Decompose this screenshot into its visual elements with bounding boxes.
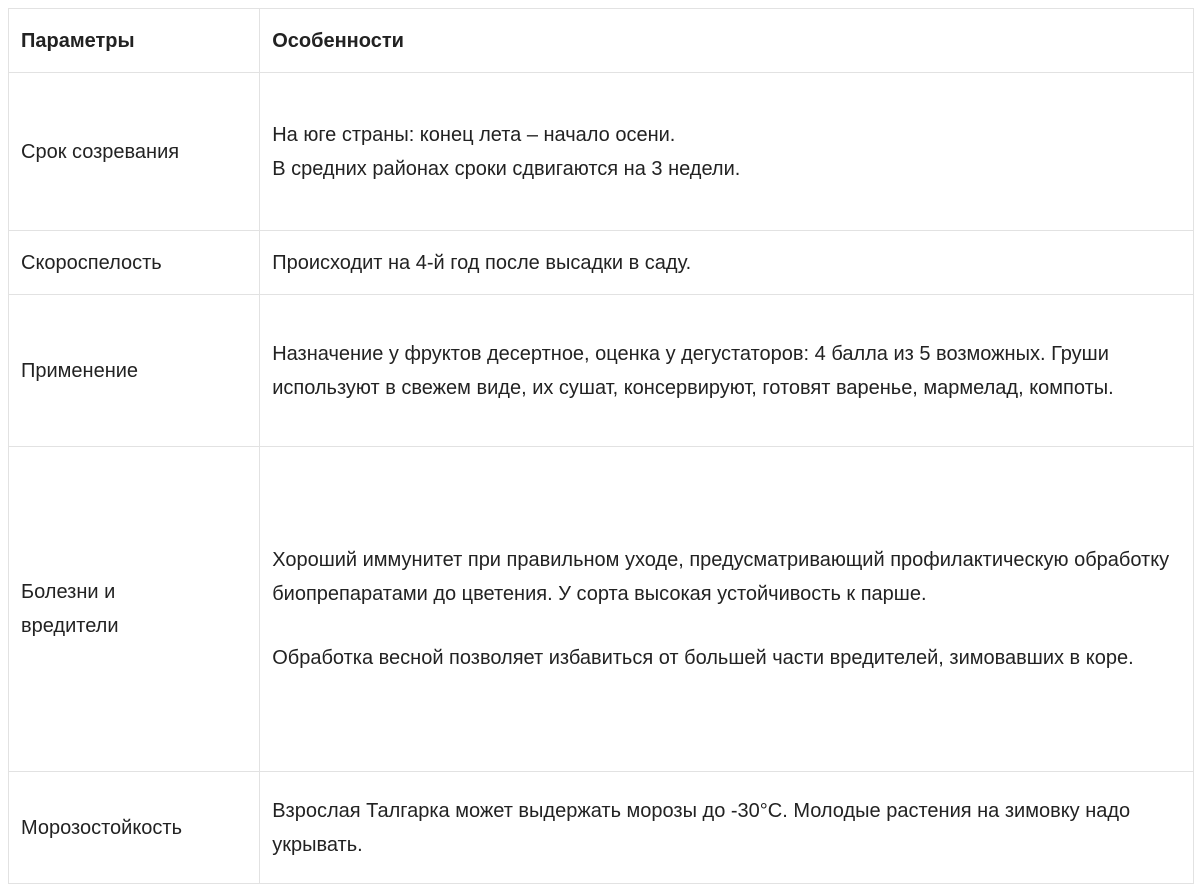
- characteristics-table: [8, 8, 1194, 884]
- param-cell: Скороспелость: [9, 231, 260, 295]
- param-cell: Морозостойкость: [9, 772, 260, 884]
- feature-cell: [260, 295, 1194, 447]
- feature-cell: [260, 73, 1194, 231]
- header-parameters: Параметры: [9, 9, 260, 73]
- feature-cell: [260, 772, 1194, 884]
- table-row: [9, 772, 1194, 884]
- table-row: [9, 447, 1194, 772]
- feature-text: В средних районах сроки сдвигаются на 3 недели.: [272, 157, 741, 180]
- feature-cell: [260, 231, 1194, 295]
- table-header-row: [9, 9, 1194, 73]
- param-cell: Срок созревания: [9, 73, 260, 231]
- feature-text: Происходит на 4-й год после высадки в саду.: [272, 251, 692, 274]
- feature-text: На юге страны: конец лета – начало осени.: [272, 123, 676, 146]
- feature-text: Хороший иммунитет при правильном уходе, предусматривающий профилактическую обработку биопрепаратами до цветения. У сорта высокая устойчивость к парше.: [272, 549, 1170, 605]
- paragraph-spacer: [272, 611, 1181, 641]
- table-row: [9, 73, 1194, 231]
- param-cell: Применение: [9, 295, 260, 447]
- feature-text: Обработка весной позволяет избавиться от большей части вредителей, зимовавших в коре.: [272, 647, 1134, 669]
- feature-cell: [260, 447, 1194, 772]
- header-features: Особенности: [260, 9, 1194, 73]
- param-cell: Болезни и вредители: [9, 447, 260, 772]
- feature-text: Взрослая Талгарка может выдержать морозы до -30°С. Молодые растения на зимовку надо укрывать.: [272, 799, 1131, 856]
- feature-text: Назначение у фруктов десертное, оценка у дегустаторов: 4 балла из 5 возможных. Груши используют в свежем виде, их сушат, консервируют, готовят варенье, мармелад, компоты.: [272, 342, 1114, 399]
- table-row: [9, 295, 1194, 447]
- table-row: [9, 231, 1194, 295]
